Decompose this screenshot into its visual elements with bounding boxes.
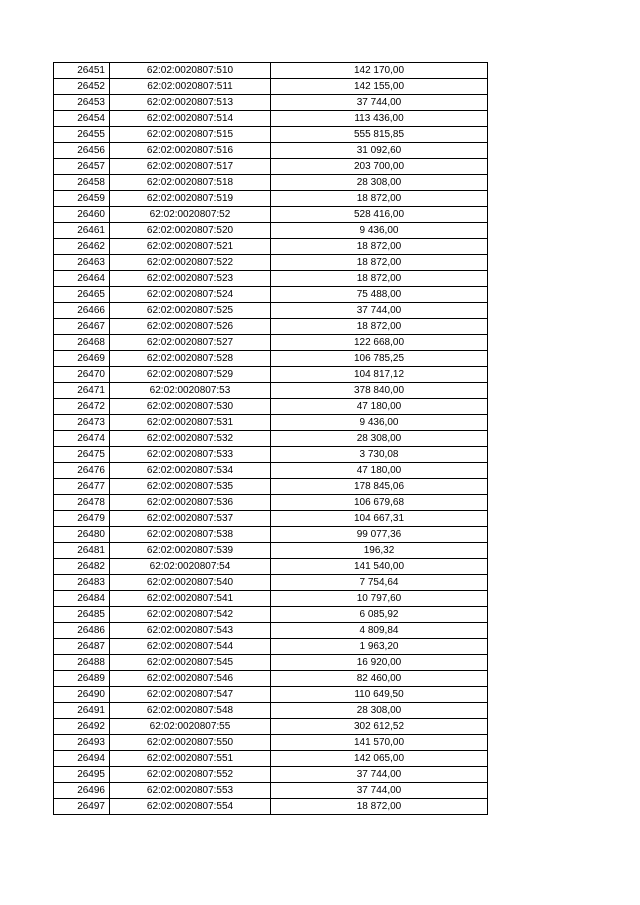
value-cell: 113 436,00 xyxy=(271,111,488,127)
row-number-cell: 26467 xyxy=(54,319,110,335)
row-number-cell: 26480 xyxy=(54,527,110,543)
table-row xyxy=(54,687,488,703)
table-row xyxy=(54,575,488,591)
cadastral-number-cell: 62:02:0020807:540 xyxy=(110,575,271,591)
row-number-cell: 26465 xyxy=(54,287,110,303)
value-cell: 10 797,60 xyxy=(271,591,488,607)
table-row xyxy=(54,495,488,511)
cadastral-number-cell: 62:02:0020807:516 xyxy=(110,143,271,159)
table-row xyxy=(54,735,488,751)
cadastral-number-cell: 62:02:0020807:524 xyxy=(110,287,271,303)
table-row xyxy=(54,543,488,559)
row-number-cell: 26474 xyxy=(54,431,110,447)
row-number-cell: 26488 xyxy=(54,655,110,671)
value-cell: 104 817,12 xyxy=(271,367,488,383)
row-number-cell: 26452 xyxy=(54,79,110,95)
row-number-cell: 26481 xyxy=(54,543,110,559)
value-cell: 16 920,00 xyxy=(271,655,488,671)
value-cell: 4 809,84 xyxy=(271,623,488,639)
value-cell: 9 436,00 xyxy=(271,415,488,431)
value-cell: 28 308,00 xyxy=(271,703,488,719)
row-number-cell: 26492 xyxy=(54,719,110,735)
value-cell: 528 416,00 xyxy=(271,207,488,223)
value-cell: 142 170,00 xyxy=(271,63,488,79)
row-number-cell: 26453 xyxy=(54,95,110,111)
cadastral-number-cell: 62:02:0020807:519 xyxy=(110,191,271,207)
row-number-cell: 26491 xyxy=(54,703,110,719)
cadastral-number-cell: 62:02:0020807:534 xyxy=(110,463,271,479)
table-row xyxy=(54,431,488,447)
row-number-cell: 26468 xyxy=(54,335,110,351)
row-number-cell: 26455 xyxy=(54,127,110,143)
cadastral-number-cell: 62:02:0020807:518 xyxy=(110,175,271,191)
value-cell: 3 730,08 xyxy=(271,447,488,463)
row-number-cell: 26470 xyxy=(54,367,110,383)
cadastral-number-cell: 62:02:0020807:522 xyxy=(110,255,271,271)
row-number-cell: 26464 xyxy=(54,271,110,287)
row-number-cell: 26463 xyxy=(54,255,110,271)
value-cell: 141 570,00 xyxy=(271,735,488,751)
cadastral-number-cell: 62:02:0020807:530 xyxy=(110,399,271,415)
row-number-cell: 26475 xyxy=(54,447,110,463)
row-number-cell: 26490 xyxy=(54,687,110,703)
table-row xyxy=(54,655,488,671)
cadastral-number-cell: 62:02:0020807:514 xyxy=(110,111,271,127)
cadastral-number-cell: 62:02:0020807:539 xyxy=(110,543,271,559)
table-row xyxy=(54,255,488,271)
row-number-cell: 26479 xyxy=(54,511,110,527)
value-cell: 122 668,00 xyxy=(271,335,488,351)
row-number-cell: 26458 xyxy=(54,175,110,191)
value-cell: 18 872,00 xyxy=(271,239,488,255)
cadastral-number-cell: 62:02:0020807:528 xyxy=(110,351,271,367)
value-cell: 106 679,68 xyxy=(271,495,488,511)
table-row xyxy=(54,335,488,351)
table-row xyxy=(54,463,488,479)
row-number-cell: 26484 xyxy=(54,591,110,607)
cadastral-number-cell: 62:02:0020807:52 xyxy=(110,207,271,223)
table-row xyxy=(54,351,488,367)
cadastral-number-cell: 62:02:0020807:545 xyxy=(110,655,271,671)
value-cell: 104 667,31 xyxy=(271,511,488,527)
value-cell: 302 612,52 xyxy=(271,719,488,735)
table-row xyxy=(54,559,488,575)
cadastral-number-cell: 62:02:0020807:523 xyxy=(110,271,271,287)
cadastral-number-cell: 62:02:0020807:54 xyxy=(110,559,271,575)
value-cell: 18 872,00 xyxy=(271,799,488,815)
table-row xyxy=(54,527,488,543)
table-row xyxy=(54,607,488,623)
row-number-cell: 26478 xyxy=(54,495,110,511)
cadastral-number-cell: 62:02:0020807:526 xyxy=(110,319,271,335)
table-row xyxy=(54,239,488,255)
value-cell: 203 700,00 xyxy=(271,159,488,175)
row-number-cell: 26473 xyxy=(54,415,110,431)
value-cell: 18 872,00 xyxy=(271,255,488,271)
row-number-cell: 26456 xyxy=(54,143,110,159)
value-cell: 37 744,00 xyxy=(271,303,488,319)
table-row xyxy=(54,447,488,463)
cadastral-number-cell: 62:02:0020807:553 xyxy=(110,783,271,799)
table-row xyxy=(54,191,488,207)
cadastral-number-cell: 62:02:0020807:525 xyxy=(110,303,271,319)
table-row xyxy=(54,591,488,607)
row-number-cell: 26493 xyxy=(54,735,110,751)
value-cell: 106 785,25 xyxy=(271,351,488,367)
row-number-cell: 26457 xyxy=(54,159,110,175)
cadastral-number-cell: 62:02:0020807:529 xyxy=(110,367,271,383)
cadastral-number-cell: 62:02:0020807:544 xyxy=(110,639,271,655)
cadastral-number-cell: 62:02:0020807:551 xyxy=(110,751,271,767)
cadastral-number-cell: 62:02:0020807:536 xyxy=(110,495,271,511)
table-row xyxy=(54,623,488,639)
row-number-cell: 26489 xyxy=(54,671,110,687)
value-cell: 7 754,64 xyxy=(271,575,488,591)
table-row xyxy=(54,63,488,79)
value-cell: 142 065,00 xyxy=(271,751,488,767)
table-row xyxy=(54,415,488,431)
table-row xyxy=(54,111,488,127)
cadastral-number-cell: 62:02:0020807:513 xyxy=(110,95,271,111)
table-row xyxy=(54,511,488,527)
cadastral-number-cell: 62:02:0020807:527 xyxy=(110,335,271,351)
cadastral-number-cell: 62:02:0020807:531 xyxy=(110,415,271,431)
table-row xyxy=(54,223,488,239)
table-row xyxy=(54,79,488,95)
value-cell: 142 155,00 xyxy=(271,79,488,95)
cadastral-number-cell: 62:02:0020807:552 xyxy=(110,767,271,783)
value-cell: 18 872,00 xyxy=(271,319,488,335)
table-row xyxy=(54,319,488,335)
row-number-cell: 26460 xyxy=(54,207,110,223)
cadastral-number-cell: 62:02:0020807:521 xyxy=(110,239,271,255)
row-number-cell: 26451 xyxy=(54,63,110,79)
row-number-cell: 26461 xyxy=(54,223,110,239)
cadastral-number-cell: 62:02:0020807:543 xyxy=(110,623,271,639)
cadastral-number-cell: 62:02:0020807:538 xyxy=(110,527,271,543)
cadastral-number-cell: 62:02:0020807:546 xyxy=(110,671,271,687)
row-number-cell: 26496 xyxy=(54,783,110,799)
value-cell: 37 744,00 xyxy=(271,767,488,783)
table-row xyxy=(54,703,488,719)
table-row xyxy=(54,799,488,815)
row-number-cell: 26482 xyxy=(54,559,110,575)
cadastral-number-cell: 62:02:0020807:542 xyxy=(110,607,271,623)
table-row xyxy=(54,639,488,655)
row-number-cell: 26486 xyxy=(54,623,110,639)
table-row xyxy=(54,719,488,735)
value-cell: 28 308,00 xyxy=(271,431,488,447)
row-number-cell: 26472 xyxy=(54,399,110,415)
cadastral-number-cell: 62:02:0020807:550 xyxy=(110,735,271,751)
row-number-cell: 26483 xyxy=(54,575,110,591)
value-cell: 31 092,60 xyxy=(271,143,488,159)
value-cell: 378 840,00 xyxy=(271,383,488,399)
row-number-cell: 26477 xyxy=(54,479,110,495)
row-number-cell: 26476 xyxy=(54,463,110,479)
row-number-cell: 26469 xyxy=(54,351,110,367)
row-number-cell: 26497 xyxy=(54,799,110,815)
cadastral-number-cell: 62:02:0020807:511 xyxy=(110,79,271,95)
cadastral-number-cell: 62:02:0020807:520 xyxy=(110,223,271,239)
row-number-cell: 26494 xyxy=(54,751,110,767)
cadastral-number-cell: 62:02:0020807:515 xyxy=(110,127,271,143)
row-number-cell: 26462 xyxy=(54,239,110,255)
table-row xyxy=(54,783,488,799)
row-number-cell: 26485 xyxy=(54,607,110,623)
table-row xyxy=(54,95,488,111)
row-number-cell: 26454 xyxy=(54,111,110,127)
value-cell: 9 436,00 xyxy=(271,223,488,239)
value-cell: 75 488,00 xyxy=(271,287,488,303)
cadastral-number-cell: 62:02:0020807:548 xyxy=(110,703,271,719)
value-cell: 196,32 xyxy=(271,543,488,559)
value-cell: 37 744,00 xyxy=(271,783,488,799)
table-row xyxy=(54,367,488,383)
value-cell: 1 963,20 xyxy=(271,639,488,655)
cadastral-number-cell: 62:02:0020807:541 xyxy=(110,591,271,607)
value-cell: 47 180,00 xyxy=(271,463,488,479)
table-row xyxy=(54,127,488,143)
cadastral-number-cell: 62:02:0020807:517 xyxy=(110,159,271,175)
cadastral-number-cell: 62:02:0020807:53 xyxy=(110,383,271,399)
cadastral-number-cell: 62:02:0020807:554 xyxy=(110,799,271,815)
table-row xyxy=(54,287,488,303)
cadastral-number-cell: 62:02:0020807:547 xyxy=(110,687,271,703)
value-cell: 47 180,00 xyxy=(271,399,488,415)
value-cell: 18 872,00 xyxy=(271,271,488,287)
value-cell: 555 815,85 xyxy=(271,127,488,143)
value-cell: 6 085,92 xyxy=(271,607,488,623)
table-row xyxy=(54,479,488,495)
value-cell: 28 308,00 xyxy=(271,175,488,191)
value-cell: 178 845,06 xyxy=(271,479,488,495)
table-row xyxy=(54,767,488,783)
row-number-cell: 26487 xyxy=(54,639,110,655)
cadastral-number-cell: 62:02:0020807:535 xyxy=(110,479,271,495)
table-row xyxy=(54,159,488,175)
cadastral-number-cell: 62:02:0020807:537 xyxy=(110,511,271,527)
value-cell: 99 077,36 xyxy=(271,527,488,543)
row-number-cell: 26471 xyxy=(54,383,110,399)
value-cell: 37 744,00 xyxy=(271,95,488,111)
table-row xyxy=(54,175,488,191)
row-number-cell: 26495 xyxy=(54,767,110,783)
table-row xyxy=(54,143,488,159)
table-row xyxy=(54,751,488,767)
value-cell: 141 540,00 xyxy=(271,559,488,575)
cadastral-number-cell: 62:02:0020807:533 xyxy=(110,447,271,463)
table-body xyxy=(54,63,488,815)
value-cell: 18 872,00 xyxy=(271,191,488,207)
table-row xyxy=(54,271,488,287)
table-row xyxy=(54,383,488,399)
table-row xyxy=(54,303,488,319)
value-cell: 82 460,00 xyxy=(271,671,488,687)
value-cell: 110 649,50 xyxy=(271,687,488,703)
table-row xyxy=(54,399,488,415)
row-number-cell: 26466 xyxy=(54,303,110,319)
row-number-cell: 26459 xyxy=(54,191,110,207)
cadastral-number-cell: 62:02:0020807:55 xyxy=(110,719,271,735)
table-row xyxy=(54,207,488,223)
cadastral-value-table xyxy=(53,62,488,815)
table-row xyxy=(54,671,488,687)
cadastral-number-cell: 62:02:0020807:532 xyxy=(110,431,271,447)
cadastral-number-cell: 62:02:0020807:510 xyxy=(110,63,271,79)
